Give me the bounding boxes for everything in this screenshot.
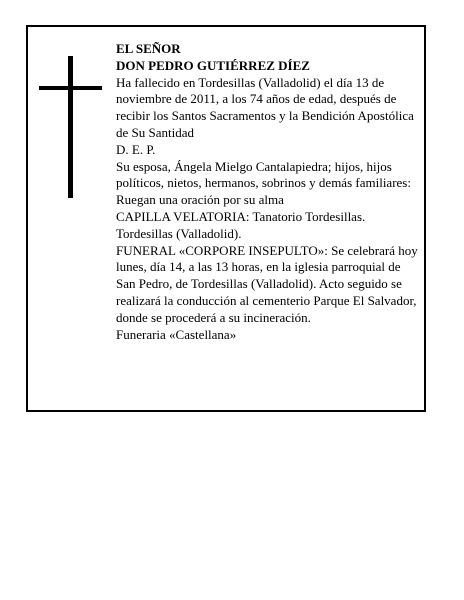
- title-line-1: EL SEÑOR: [116, 41, 181, 56]
- dep-text: D. E. P.: [116, 141, 156, 157]
- notice-text: [116, 41, 421, 343]
- family-text: Su esposa, Ángela Mielgo Cantalapiedra; hijos, hijos políticos, nietos, hermanos, sobrinos y demás familiares:: [116, 158, 411, 191]
- prayer-request: Ruegan una oración por su alma: [116, 192, 284, 208]
- obituary-notice: [26, 25, 426, 412]
- cross-vertical-bar: [68, 56, 73, 198]
- deceased-name: DON PEDRO GUTIÉRREZ DÍEZ: [116, 57, 310, 73]
- funeral-home: Funeraria «Castellana»: [116, 326, 237, 342]
- death-info: Ha fallecido en Tordesillas (Valladolid) el día 13 de noviembre de 2011, a los 74 años de edad, después de recibir los Santos Sacramentos y la Bendición Apostólica de Su Santidad: [116, 74, 414, 140]
- chapel-line-1: CAPILLA VELATORIA: Tanatorio Tordesillas.: [116, 208, 366, 224]
- funeral-info: FUNERAL «CORPORE INSEPULTO»: Se celebrará hoy lunes, día 14, a las 13 horas, en la iglesia parroquial de San Pedro, de Tordesillas (Valladolid). Acto seguido se realizará la conducción al cementerio Parque El Salvador, donde se procederá a su incineración.: [116, 242, 418, 325]
- cross-horizontal-bar: [39, 86, 102, 90]
- chapel-line-2: Tordesillas (Valladolid).: [116, 225, 242, 241]
